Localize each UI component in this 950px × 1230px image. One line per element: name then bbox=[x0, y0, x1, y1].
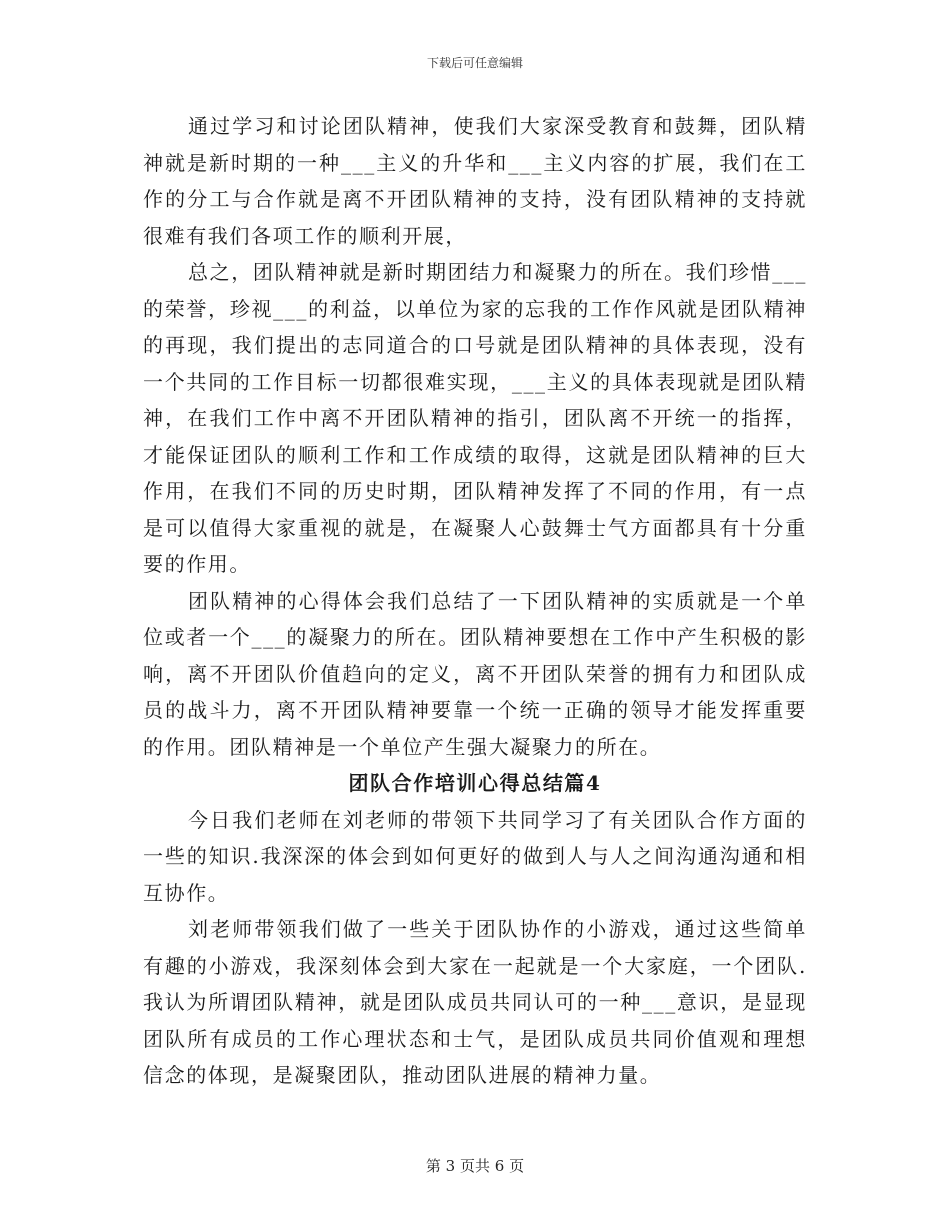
section-heading: 团队合作培训心得总结篇4 bbox=[348, 771, 602, 795]
paragraph: 刘老师带领我们做了一些关于团队协作的小游戏，通过这些简单有趣的小游戏，我深刻体会到大家在一起就是一个大家庭，一个团队.我认为所谓团队精神，就是团队成员共同认可的一种___意识，是显现团队所有成员的工作心理状态和士气，是团队成员共同价值观和理想信念的体现，是凝聚团队，推动团队进展的精神力量。 bbox=[143, 917, 807, 1087]
page-header: 下载后可任意编辑 bbox=[426, 56, 523, 70]
paragraph: 通过学习和讨论团队精神，使我们大家深受教育和鼓舞，团队精神就是新时期的一种___主义的升华和___主义内容的扩展，我们在工作的分工与合作就是离不开团队精神的支持，没有团队精神的支持就很难有我们各项工作的顺利开展， bbox=[143, 114, 807, 248]
paragraph: 今日我们老师在刘老师的带领下共同学习了有关团队合作方面的一些的知识.我深深的体会到如何更好的做到人与人之间沟通沟通和相互协作。 bbox=[143, 807, 807, 905]
paragraph: 团队精神的心得体会我们总结了一下团队精神的实质就是一个单位或者一个___的凝聚力的所在。团队精神要想在工作中产生积极的影响，离不开团队价值趋向的定义，离不开团队荣誉的拥有力和团队成员的战斗力，离不开团队精神要靠一个统一正确的领导才能发挥重要的作用。团队精神是一个单位产生强大凝聚力的所在。 bbox=[143, 588, 807, 759]
document-body bbox=[143, 108, 807, 1094]
paragraph: 总之，团队精神就是新时期团结力和凝聚力的所在。我们珍惜___的荣誉，珍视___的利益，以单位为家的忘我的工作作风就是团队精神的再现，我们提出的志同道合的口号就是团队精神的具体表现，没有一个共同的工作目标一切都很难实现，___主义的具体表现就是团队精神，在我们工作中离不开团队精神的指引，团队离不开统一的指挥，才能保证团队的顺利工作和工作成绩的取得，这就是团队精神的巨大作用，在我们不同的历史时期，团队精神发挥了不同的作用，有一点是可以值得大家重视的就是，在凝聚人心鼓舞士气方面都具有十分重要的作用。 bbox=[143, 260, 807, 576]
page-footer: 第 3 页共 6 页 bbox=[425, 1157, 525, 1175]
